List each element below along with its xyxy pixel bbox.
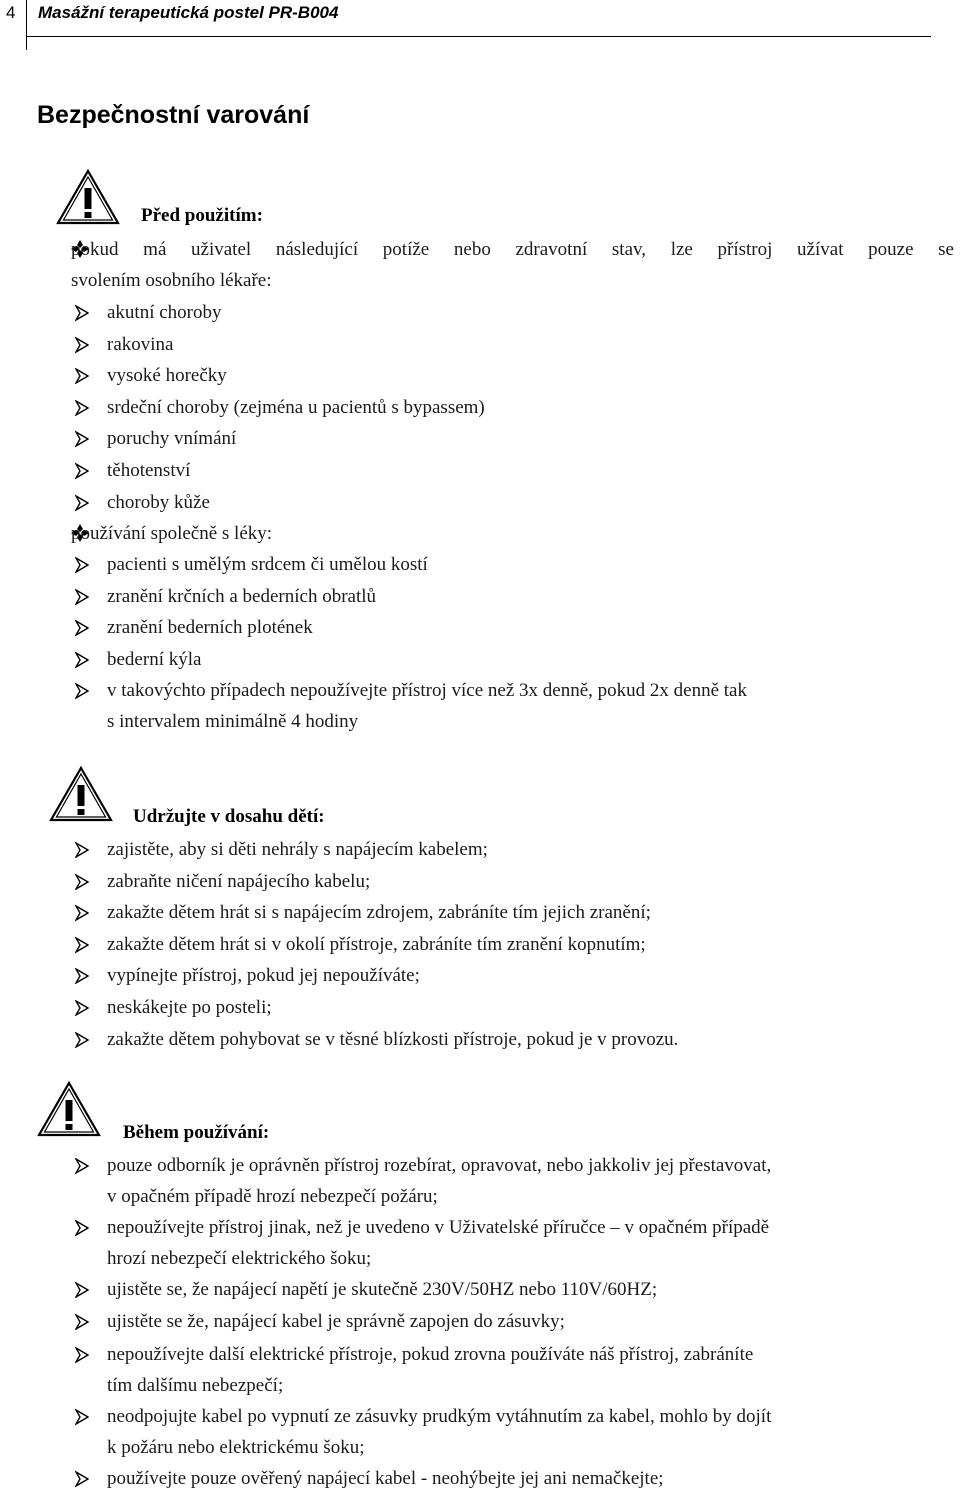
arrow-bullet-icon (75, 495, 89, 517)
list-item-text: poruchy vnímání (107, 428, 237, 450)
list-item-text: choroby kůže (107, 491, 210, 513)
arrow-bullet-icon (75, 620, 89, 642)
arrow-bullet-icon (75, 400, 89, 422)
arrow-bullet-icon (75, 1471, 89, 1493)
list-item-text: ujistěte se že, napájecí kabel je správně zapojen do zásuvky; (107, 1311, 565, 1332)
list-item-text: rakovina (107, 333, 174, 355)
list-item-text: zakažte dětem hrát si v okolí přístroje, zabráníte tím zranění kopnutím; (107, 933, 646, 955)
arrow-bullet-icon (75, 1000, 89, 1022)
list-item-text: zranění krčních a bederních obratlů (107, 585, 377, 607)
list-item-text: srdeční choroby (zejména u pacientů s bypassem) (107, 396, 485, 418)
arrow-bullet-icon (75, 368, 89, 390)
list-item-text: s intervalem minimálně 4 hodiny (107, 711, 359, 732)
arrow-bullet-icon (75, 305, 89, 327)
arrow-bullet-icon (75, 1032, 89, 1054)
header-horizontal-rule (26, 36, 931, 37)
arrow-bullet-icon (75, 431, 89, 453)
list-item-text: pokud má uživatel následující potíže nebo zdravotní stav, lze přístroj užívat pouze se (71, 239, 954, 260)
arrow-bullet-icon (75, 1158, 89, 1180)
list-item-text: tím dalšímu nebezpečí; (107, 1375, 284, 1396)
list-item-text: zranění bederních plotének (107, 617, 313, 639)
list-item-text: v opačném případě hrozí nebezpečí požáru; (107, 1186, 438, 1207)
header-vertical-rule (26, 0, 27, 50)
arrow-bullet-icon (75, 1409, 89, 1431)
list-item-text: neskákejte po posteli; (107, 997, 272, 1018)
arrow-bullet-icon (75, 874, 89, 896)
list-item-text: nepoužívejte přístroj jinak, než je uvedeno v Uživatelské příručce – v opačném případě (107, 1217, 770, 1238)
list-item-text: svolením osobního lékaře: (71, 270, 272, 291)
arrow-bullet-icon (75, 652, 89, 674)
list-item-text: používání společně s léky: (71, 523, 273, 544)
section-title-before-use: Před použitím: (141, 205, 263, 226)
arrow-bullet-icon (75, 937, 89, 959)
section-title-during-use: Během používání: (123, 1122, 270, 1143)
arrow-bullet-icon (75, 683, 89, 705)
arrow-bullet-icon (75, 1347, 89, 1369)
list-item-text: používejte pouze ověřený napájecí kabel - neohýbejte jej ani nemačkejte; (107, 1468, 664, 1489)
section-title-children: Udržujte v dosahu dětí: (133, 806, 325, 827)
arrow-bullet-icon (75, 1220, 89, 1242)
list-item-text: v takovýchto případech nepoužívejte přístroj více než 3x denně, pokud 2x denně tak (107, 680, 747, 701)
arrow-bullet-icon (75, 968, 89, 990)
list-item-text: bederní kýla (107, 648, 202, 670)
list-item-text: vypínejte přístroj, pokud jej nepoužíváte; (107, 965, 420, 987)
list-item-text: neodpojujte kabel po vypnutí ze zásuvky prudkým vytáhnutím za kabel, mohlo by dojít (107, 1406, 772, 1427)
page-number: 4 (6, 3, 16, 22)
list-item-text: zajistěte, aby si děti nehrály s napájecím kabelem; (107, 839, 488, 860)
list-item-text: vysoké horečky (107, 365, 227, 387)
arrow-bullet-icon (75, 1314, 89, 1336)
arrow-bullet-icon (75, 463, 89, 485)
list-item-text: těhotenství (107, 460, 191, 481)
warning-triangle-icon (48, 765, 114, 823)
list-item-text: akutní choroby (107, 302, 222, 323)
warning-triangle-icon (36, 1080, 102, 1138)
list-item-text: pouze odborník je oprávněn přístroj rozebírat, opravovat, nebo jakkoliv jej přestavovat, (107, 1155, 772, 1176)
page-heading: Bezpečnostní varování (37, 101, 310, 129)
arrow-bullet-icon (75, 589, 89, 611)
arrow-bullet-icon (75, 842, 89, 864)
list-item-text: nepoužívejte další elektrické přístroje, pokud zrovna používáte náš přístroj, zabráníte (107, 1344, 754, 1365)
list-item-text: zabraňte ničení napájecího kabelu; (107, 870, 371, 892)
arrow-bullet-icon (75, 905, 89, 927)
list-item-text: zakažte dětem pohybovat se v těsné blízkosti přístroje, pokud je v provozu. (107, 1028, 679, 1050)
list-item-text: pacienti s umělým srdcem či umělou kostí (107, 554, 428, 575)
document-title: Masážní terapeutická postel PR-B004 (38, 3, 339, 22)
page-header (0, 0, 960, 40)
arrow-bullet-icon (75, 337, 89, 359)
arrow-bullet-icon (75, 1282, 89, 1304)
list-item-text: hrozí nebezpečí elektrického šoku; (107, 1248, 372, 1269)
list-item-text: k požáru nebo elektrickému šoku; (107, 1437, 365, 1458)
list-item-text: zakažte dětem hrát si s napájecím zdrojem, zabráníte tím jejich zranění; (107, 902, 651, 924)
warning-triangle-icon (55, 168, 121, 226)
arrow-bullet-icon (75, 557, 89, 579)
list-item-text: ujistěte se, že napájecí napětí je skutečně 230V/50HZ nebo 110V/60HZ; (107, 1279, 658, 1300)
